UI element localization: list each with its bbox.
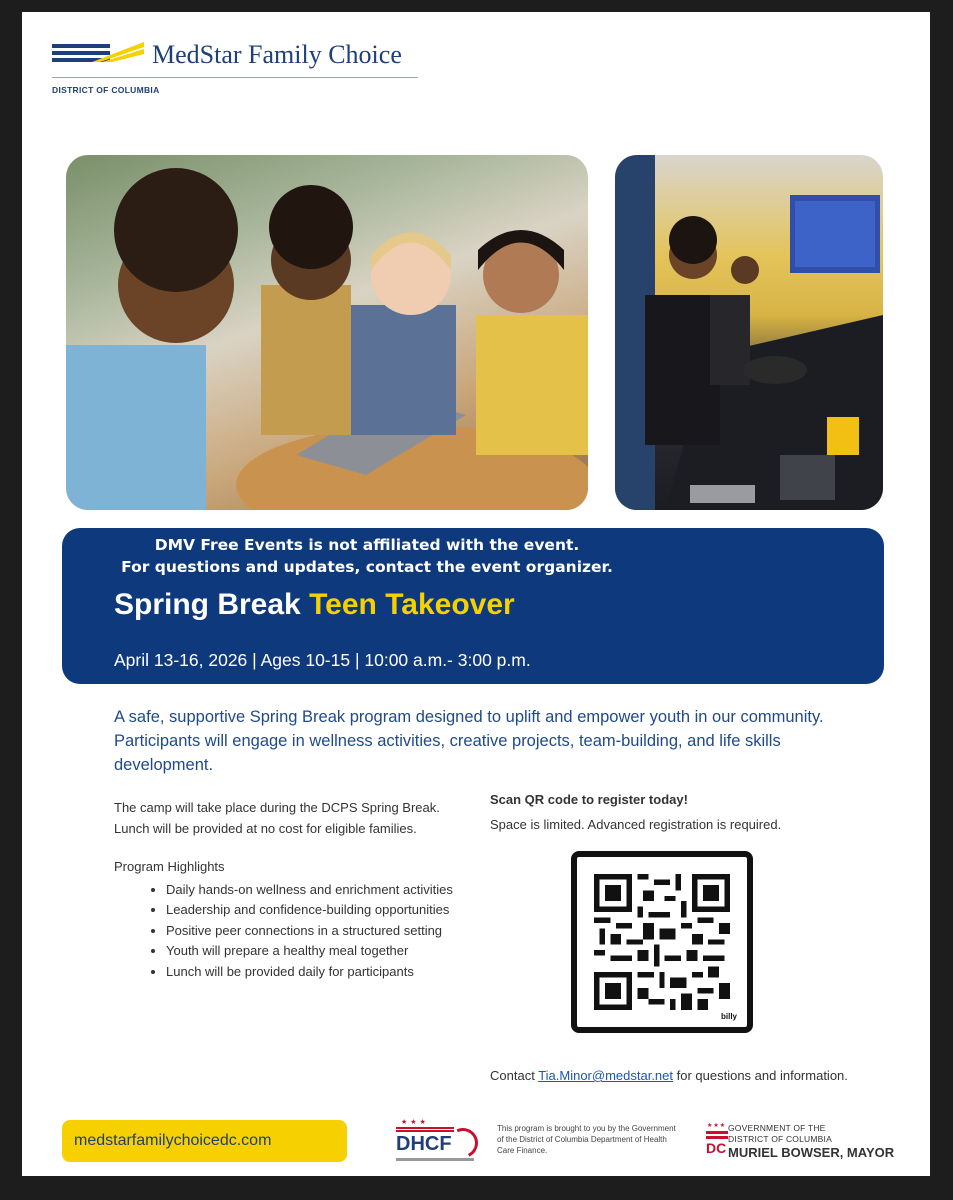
event-title-part-2: Teen Takeover (309, 588, 515, 621)
registration-qr-code[interactable] (571, 851, 753, 1033)
dc-flag-bar (706, 1136, 728, 1139)
dc-mark: DC (706, 1140, 727, 1156)
event-title (114, 588, 515, 622)
gov-line-1: GOVERNMENT OF THE (728, 1123, 826, 1133)
teens-selfie-photo (66, 155, 588, 510)
event-banner (62, 528, 884, 684)
notice-line-2: For questions and updates, contact the event organizer. (121, 558, 613, 576)
highlight-item: • Lunch will be provided daily for participants (166, 962, 474, 983)
qr-brand-label: billy (720, 1012, 737, 1021)
brand-region: DISTRICT OF COLUMBIA (52, 85, 160, 95)
contact-email-link[interactable]: Tia.Minor@medstar.net (538, 1068, 674, 1083)
dc-bars (396, 1127, 454, 1132)
dc-stars-icon: ★★★ (401, 1119, 429, 1126)
contact-line (490, 1068, 848, 1083)
website-url[interactable]: medstarfamilychoicedc.com (62, 1120, 347, 1162)
gov-line-2: DISTRICT OF COLUMBIA (728, 1134, 832, 1144)
highlight-item: • Youth will prepare a healthy meal together (166, 941, 474, 962)
medstar-logo-mark-icon (52, 42, 144, 64)
dc-flag-icon (706, 1122, 728, 1158)
highlight-item: • Leadership and confidence-building opportunities (166, 900, 474, 921)
teens-cooking-photo (615, 155, 883, 510)
dhcf-logo (396, 1118, 474, 1164)
contact-prefix: Contact (490, 1068, 539, 1083)
dhcf-tagline-bar (396, 1158, 474, 1161)
space-notice: Space is limited. Advanced registration is required. (490, 817, 782, 832)
highlights-title: Program Highlights (114, 859, 225, 874)
notice-line-1: DMV Free Events is not affiliated with the event. (154, 536, 580, 554)
qr-code-icon (594, 874, 730, 1010)
teens-selfie-illustration (66, 155, 588, 510)
highlight-item: • Positive peer connections in a structured setting (166, 921, 474, 942)
program-info (114, 798, 474, 982)
teens-cooking-illustration (615, 155, 883, 510)
scan-heading: Scan QR code to register today! (490, 792, 688, 807)
highlight-item: • Daily hands-on wellness and enrichment activities (166, 880, 474, 901)
contact-suffix: for questions and information. (673, 1068, 848, 1083)
dc-flag-bar (706, 1131, 728, 1134)
highlights-list (114, 880, 474, 983)
brand-name: MedStar Family Choice (152, 40, 402, 69)
logo-divider (52, 77, 418, 78)
dhcf-wordmark: DHCF (396, 1133, 452, 1155)
event-title-part-1: Spring Break (114, 588, 301, 621)
dc-flag-stars-icon: ★★★ (707, 1123, 727, 1129)
registration-info (490, 790, 910, 835)
camp-description: The camp will take place during the DCPS Spring Break. Lunch will be provided at no cost for eligible families. (114, 800, 440, 836)
sponsor-statement: This program is brought to you by the Government of the District of Columbia Department of Health Care Finance. (497, 1124, 676, 1155)
program-intro: A safe, supportive Spring Break program designed to uplift and empower youth in our community. Participants will engage in wellness activities, creative projects, team-building, and life skills development. (114, 708, 824, 774)
medstar-logo (52, 40, 422, 110)
flyer-page (22, 12, 930, 1176)
dc-government-logo (706, 1120, 906, 1164)
gov-line-3: MURIEL BOWSER, MAYOR (728, 1145, 895, 1160)
event-details: April 13-16, 2026 | Ages 10-15 | 10:00 a.m.- 3:00 p.m. (114, 650, 531, 670)
affiliation-notice (62, 534, 672, 578)
